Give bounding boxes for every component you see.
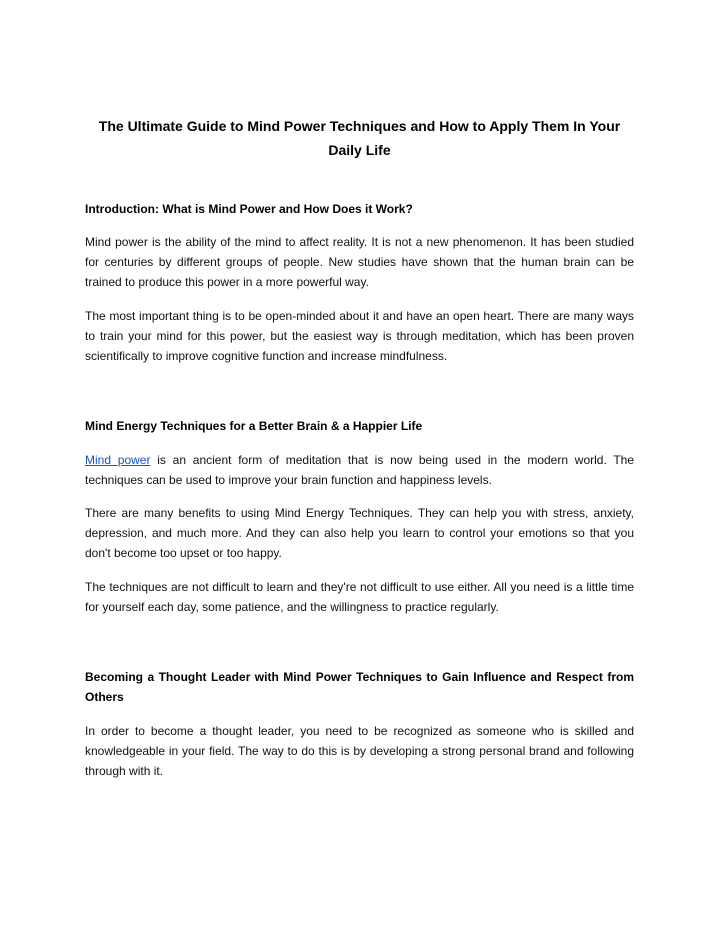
paragraph — [85, 503, 634, 563]
paragraph-text: Mind power is the ability of the mind to affect reality. It is not a new phenomenon. It has been studied for centuries by different groups of people. New studies have shown that the human brain can be trained to produce this power in a more powerful way. — [85, 235, 634, 289]
paragraph-text: The techniques are not difficult to learn and they're not difficult to use either. All you need is a little time for yourself each day, some patience, and the willingness to practice regularly. — [85, 580, 634, 614]
paragraph-text — [85, 450, 634, 490]
paragraph-text: In order to become a thought leader, you need to be recognized as someone who is skilled and knowledgeable in your field. The way to do this is by developing a strong personal brand and following through with it. — [85, 724, 634, 778]
section-heading: Becoming a Thought Leader with Mind Power Techniques to Gain Influence and Respect from Others — [85, 670, 634, 704]
paragraph — [85, 450, 634, 490]
paragraph — [85, 306, 634, 366]
mind-power-link[interactable]: Mind power — [85, 453, 151, 467]
document-title: The Ultimate Guide to Mind Power Techniques and How to Apply Them In Your Daily Life — [98, 118, 621, 158]
paragraph-text: The most important thing is to be open-minded about it and have an open heart. There are many ways to train your mind for this power, but the easiest way is through meditation, which has been proven scientifically to improve cognitive function and increase mindfulness. — [85, 309, 634, 363]
section-thought-leader — [85, 667, 634, 707]
section-heading: Introduction: What is Mind Power and How Does it Work? — [85, 202, 413, 216]
paragraph-text-rest: is an ancient form of meditation that is now being used in the modern world. The techniques can be used to improve your brain function and happiness levels. — [85, 453, 635, 487]
paragraph-text: There are many benefits to using Mind Energy Techniques. They can help you with stress, anxiety, depression, and much more. And they can also help you learn to control your emotions so that you don't become too upset or too happy. — [85, 506, 634, 560]
section-introduction — [85, 199, 634, 219]
paragraph — [85, 577, 634, 617]
section-heading: Mind Energy Techniques for a Better Brain & a Happier Life — [85, 419, 423, 433]
paragraph — [85, 721, 634, 781]
paragraph — [85, 232, 634, 292]
section-mind-energy — [85, 416, 634, 436]
